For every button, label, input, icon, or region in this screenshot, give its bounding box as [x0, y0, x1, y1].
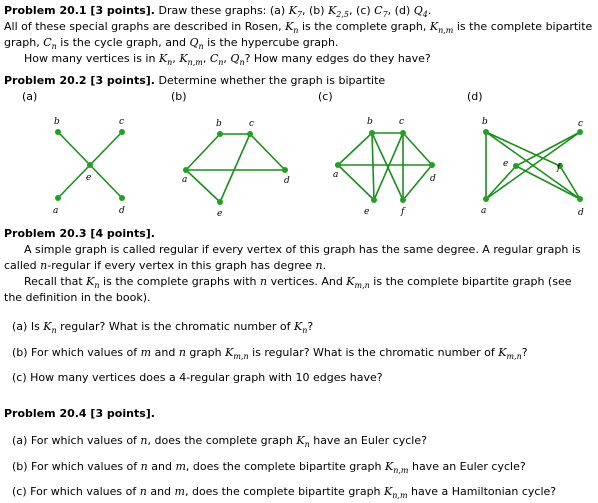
p204-line1 — [4, 407, 155, 420]
graph-a-e-label: e — [86, 173, 92, 183]
graph-c-label: (c) — [318, 90, 333, 103]
vertex-d — [119, 195, 125, 201]
p201-line3: graph, $C_n$ is the cycle graph, and $Q_n$ is the hypercube graph. — [4, 36, 339, 51]
graph-c — [338, 133, 432, 200]
graph-c-c-label: c — [399, 117, 405, 127]
graph-a-a-label: a — [53, 206, 59, 216]
p204-question-c: (c) For which values of n and m, does the complete bipartite graph $K_{n,m}$ have a Hamiltonian cycle? — [12, 485, 557, 500]
graph-c-b-label: b — [367, 117, 373, 127]
p204-heading: Problem 20.4 [3 points]. — [4, 407, 155, 420]
p203-question-b: (b) For which values of m and n graph $K_{m,n}$ is regular? What is the chromatic number of $K_{m,n}$? — [12, 346, 528, 361]
graph-d-b-label: b — [482, 117, 488, 127]
graph-c-e-label: e — [364, 207, 370, 217]
graph-a-c-label: c — [119, 117, 125, 127]
graph-d — [486, 132, 580, 199]
p202-heading: Problem 20.2 [3 points]. — [4, 74, 155, 87]
p203-line3: called n-regular if every vertex in this graph has degree n. — [4, 259, 327, 272]
graph-a-label: (a) — [22, 90, 38, 103]
graph-c-a-label: a — [333, 170, 339, 180]
graphs-figure — [0, 0, 598, 230]
graph-d-label: (d) — [467, 90, 483, 103]
graph-c-f-label: f — [401, 207, 405, 217]
graph-b-a-label: a — [182, 175, 188, 185]
graph-b — [186, 134, 285, 202]
p202-line1: Problem 20.2 [3 points]. Determine whether the graph is bipartite — [4, 74, 386, 87]
graph-c-d-label: d — [430, 174, 436, 184]
vertex-e — [87, 162, 93, 168]
graph-d-d-label: d — [578, 208, 584, 218]
graph-b-b-label: b — [216, 119, 222, 129]
p203-question-c: (c) How many vertices does a 4-regular graph with 10 edges have? — [12, 371, 383, 384]
p203-line5: the definition in the book). — [4, 291, 151, 304]
graph-d-f-label: f — [557, 163, 561, 173]
p204-question-b: (b) For which values of n and m, does the complete bipartite graph $K_{n,m}$ have an Euler cycle? — [12, 460, 526, 475]
p203-heading: Problem 20.3 [4 points]. — [4, 227, 155, 240]
graph-b-label: (b) — [171, 90, 187, 103]
p201-line1: Problem 20.1 [3 points]. Draw these graphs: (a) $K_7$, (b) $K_{2,5}$, (c) $C_7$, (d) $Q_4$. — [4, 4, 432, 19]
graph-b-e-label: e — [217, 209, 223, 219]
p203-line1 — [4, 227, 155, 240]
graph-b-c-label: c — [249, 119, 255, 129]
graph-d-a-label: a — [481, 206, 487, 216]
p204-question-a: (a) For which values of n, does the complete graph $K_n$ have an Euler cycle? — [12, 434, 427, 449]
p203-line4: Recall that $K_n$ is the complete graphs with n vertices. And $K_{m,n}$ is the complete bipartite graph (see — [24, 275, 572, 290]
graph-c-vertices — [335, 130, 435, 203]
p201-line2: All of these special graphs are described in Rosen, $K_n$ is the complete graph, $K_{n,m}$ is the complete bipartite — [4, 20, 593, 35]
graph-a-d-label: d — [119, 206, 125, 216]
graph-a-b-label: b — [54, 117, 60, 127]
vertex-a — [55, 195, 61, 201]
graph-d-e-label: e — [503, 159, 509, 169]
vertex-b — [55, 129, 61, 135]
vertex-c — [119, 129, 125, 135]
graph-d-c-label: c — [578, 119, 584, 129]
p201-heading: Problem 20.1 [3 points]. — [4, 4, 155, 17]
p201-line4: How many vertices is in $K_n$, $K_{n,m}$, $C_n$, $Q_n$? How many edges do they have? — [24, 52, 431, 67]
p203-line2: A simple graph is called regular if every vertex of this graph has the same degree. A regular graph is — [24, 243, 581, 256]
graph-b-d-label: d — [284, 176, 290, 186]
p203-question-a: (a) Is $K_n$ regular? What is the chromatic number of $K_n$? — [12, 320, 314, 335]
